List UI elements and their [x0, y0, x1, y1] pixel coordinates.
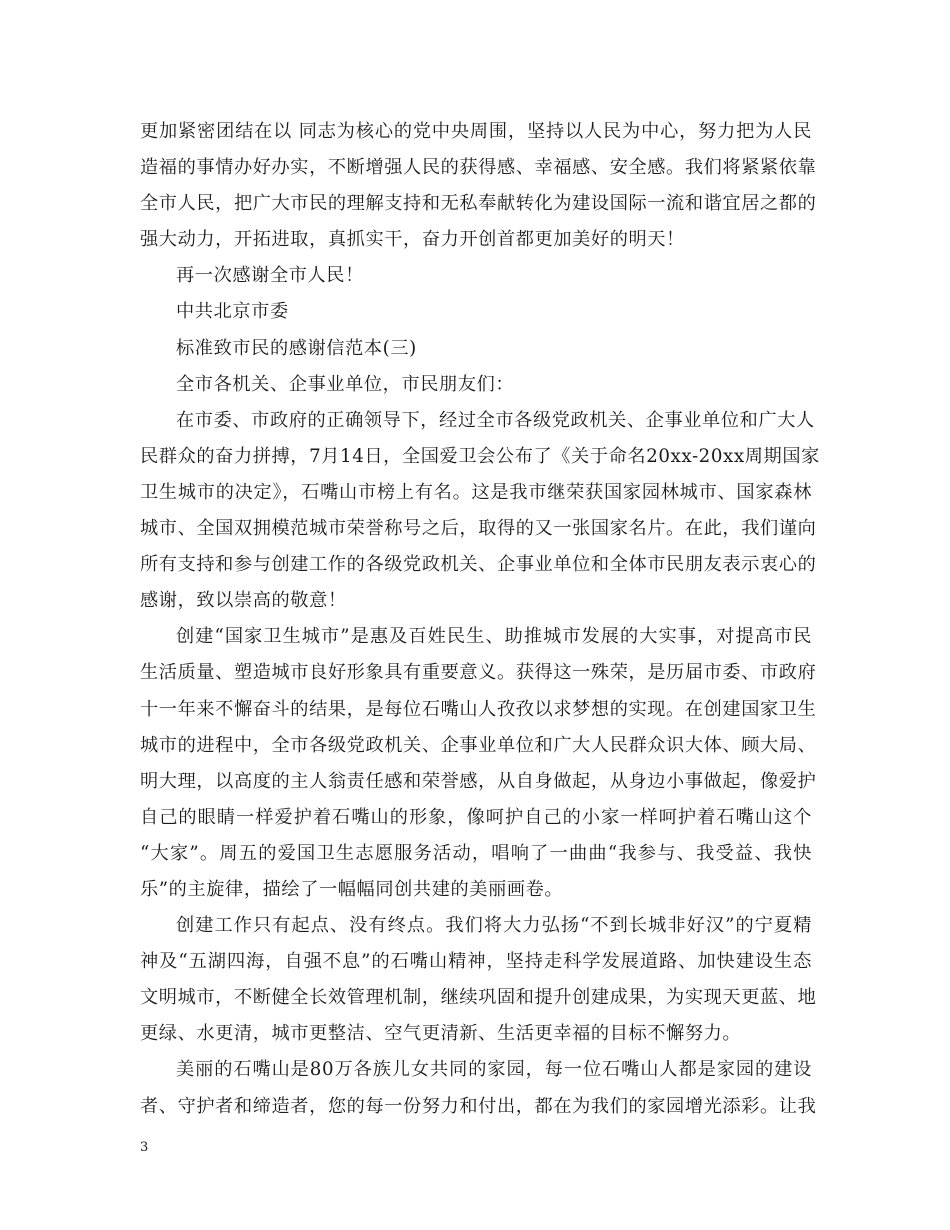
text-line: 神及“五湖四海，自强不息”的石嘴山精神，坚持走科学发展道路、加快建设生态: [140, 951, 812, 973]
text-line: 感谢，致以崇高的敬意！: [140, 590, 347, 612]
text-line: 在市委、市政府的正确领导下，经过全市各级党政机关、企事业单位和广大人: [176, 409, 815, 431]
text-line: 强大动力，开拓进取，真抓实干，奋力开创首都更加美好的明天！: [140, 229, 685, 251]
closing-thanks: 再一次感谢全市人民！: [176, 265, 364, 287]
text-line: 全市人民，把广大市民的理解支持和无私奉献转化为建设国际一流和谐宜居之都的: [140, 193, 817, 215]
text-line: 明大理，以高度的主人翁责任感和荣誉感，从自身做起，从身边小事做起，像爱护: [140, 770, 817, 792]
text-line: 创建工作只有起点、没有终点。我们将大力弘扬“不到长城非好汉”的宁夏精: [176, 915, 812, 937]
text-line: 自己的眼睛一样爱护着石嘴山的形象，像呵护自己的小家一样呵护着石嘴山这个: [140, 806, 812, 828]
text-line: 所有支持和参与创建工作的各级党政机关、企事业单位和全体市民朋友表示衷心的: [140, 554, 817, 576]
salutation: 全市各机关、企事业单位，市民朋友们：: [176, 373, 515, 395]
text-line: 十一年来不懈奋斗的结果，是每位石嘴山人孜孜以求梦想的实现。在创建国家卫生: [140, 698, 817, 720]
text-line: 创建“国家卫生城市”是惠及百姓民生、助推城市发展的大实事，对提高市民: [176, 626, 812, 648]
text-line: 者、守护者和缔造者，您的每一份努力和付出，都在为我们的家园增光添彩。让我: [140, 1095, 817, 1117]
text-line: 城市、全国双拥模范城市荣誉称号之后，取得的又一张国家名片。在此，我们谨向: [140, 518, 817, 540]
signature: 中共北京市委: [176, 301, 289, 323]
text-line: 城市的进程中，全市各级党政机关、企事业单位和广大人民群众识大体、顾大局、: [140, 734, 817, 756]
text-line: 乐”的主旋律，描绘了一幅幅同创共建的美丽画卷。: [140, 878, 564, 900]
text-line: 民群众的奋力拼搏，7月14日，全国爱卫会公布了《关于命名20xx-20xx周期国家: [140, 445, 820, 467]
section-title: 标准致市民的感谢信范本(三): [176, 337, 417, 359]
text-line: 更绿、水更清，城市更整洁、空气更清新、生活更幸福的目标不懈努力。: [140, 1023, 742, 1045]
body-text: [140, 114, 820, 1125]
text-line: 卫生城市的决定》，石嘴山市榜上有名。这是我市继荣获国家园林城市、国家森林: [140, 481, 812, 503]
text-line: “大家”。周五的爱国卫生志愿服务活动，唱响了一曲曲“我参与、我受益、我快: [140, 842, 812, 864]
text-line: 生活质量、塑造城市良好形象具有重要意义。获得这一殊荣，是历届市委、市政府: [140, 662, 817, 684]
page-number: 3: [140, 1140, 149, 1155]
text-line: 文明城市，不断健全长效管理机制，继续巩固和提升创建成果，为实现天更蓝、地: [140, 987, 817, 1009]
text-line: 造福的事情办好办实，不断增强人民的获得感、幸福感、安全感。我们将紧紧依靠: [140, 157, 817, 179]
text-line: 更加紧密团结在以 同志为核心的党中央周围，坚持以人民为中心，努力把为人民: [140, 121, 812, 142]
text-line: 美丽的石嘴山是80万各族儿女共同的家园，每一位石嘴山人都是家园的建设: [176, 1059, 812, 1081]
